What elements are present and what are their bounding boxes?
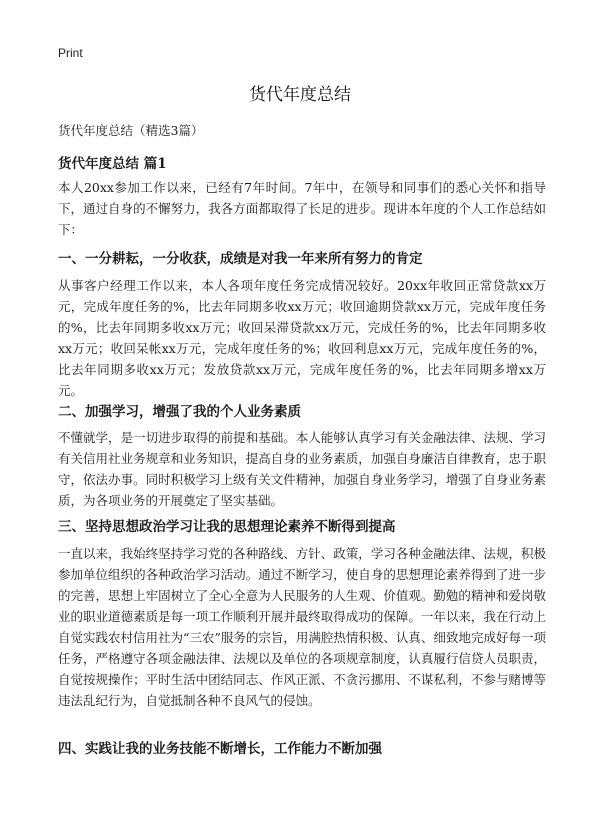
intro-paragraph: 本人20xx参加工作以来，已经有7年时间。7年中，在领导和同事们的悉心关怀和指导下，通过自身的不懈努力，我各方面都取得了长足的进步。现讲本年度的个人工作总结如下：	[58, 180, 546, 237]
section-heading-3: 三、坚持思想政治学习让我的思想理论素养不断得到提高	[58, 519, 396, 535]
section-heading-2: 二、加强学习，增强了我的个人业务素质	[58, 404, 301, 420]
document-subtitle: 货代年度总结（精选3篇）	[58, 123, 204, 138]
article-heading: 货代年度总结 篇1	[58, 156, 167, 172]
section-heading-4: 四、实践让我的业务技能不断增长，工作能力不断加强	[58, 741, 382, 757]
section-2-paragraph: 不懂就学，是一切进步取得的前提和基础。本人能够认真学习有关金融法律、法规、学习有关信用社业务规章和业务知识，提高自身的业务素质，加强自身廉洁自律教育，忠于职守，依法办事。同时积极学习上级有关文件精神，加强自身业务学习，增强了自身业务素质，为各项业务的开展奠定了坚实基础。	[58, 430, 546, 508]
section-1-paragraph: 从事客户经理工作以来，本人各项年度任务完成情况较好。20xx年收回正常贷款xx万元，完成年度任务的%，比去年同期多收xx万元；收回逾期贷款xx万元，完成年度任务的%，比去年同期多收xx万元；收回呆滞贷款xx万元，完成任务的%，比去年同期多收xx万元；收回呆帐xx万元，完成年度任务的%；收回利息xx万元，完成年度任务的%，比去年同期多收xx万元；发放贷款xx万元，完成年度任务的%，比去年同期多增xx万元。	[58, 278, 546, 398]
section-heading-1: 一、一分耕耘，一分收获，成绩是对我一年来所有努力的肯定	[58, 251, 423, 267]
page-title: 货代年度总结	[249, 85, 351, 105]
print-label[interactable]: Print	[58, 46, 83, 60]
section-3-paragraph: 一直以来，我始终坚持学习党的各种路线、方针、政策，学习各种金融法律、法规，积极参加单位组织的各种政治学习活动。通过不断学习，使自身的思想理论素养得到了进一步的完善，思想上牢固树立了全心全意为人民服务的人生观、价值观。勤勉的精神和爱岗敬业的职业道德素质是每一项工作顺利开展并最终取得成功的保障。一年以来，我在行动上自觉实践农村信用社为“三农”服务的宗旨，用满腔热情积极、认真、细致地完成好每一项任务，严格遵守各项金融法律、法规以及单位的各项规章制度，认真履行信贷人员职责，自觉按规操作；平时生活中团结同志、作风正派、不贪污挪用、不谋私利，不参与赌博等违法乱纪行为，自觉抵制各种不良风气的侵蚀。	[58, 546, 546, 708]
